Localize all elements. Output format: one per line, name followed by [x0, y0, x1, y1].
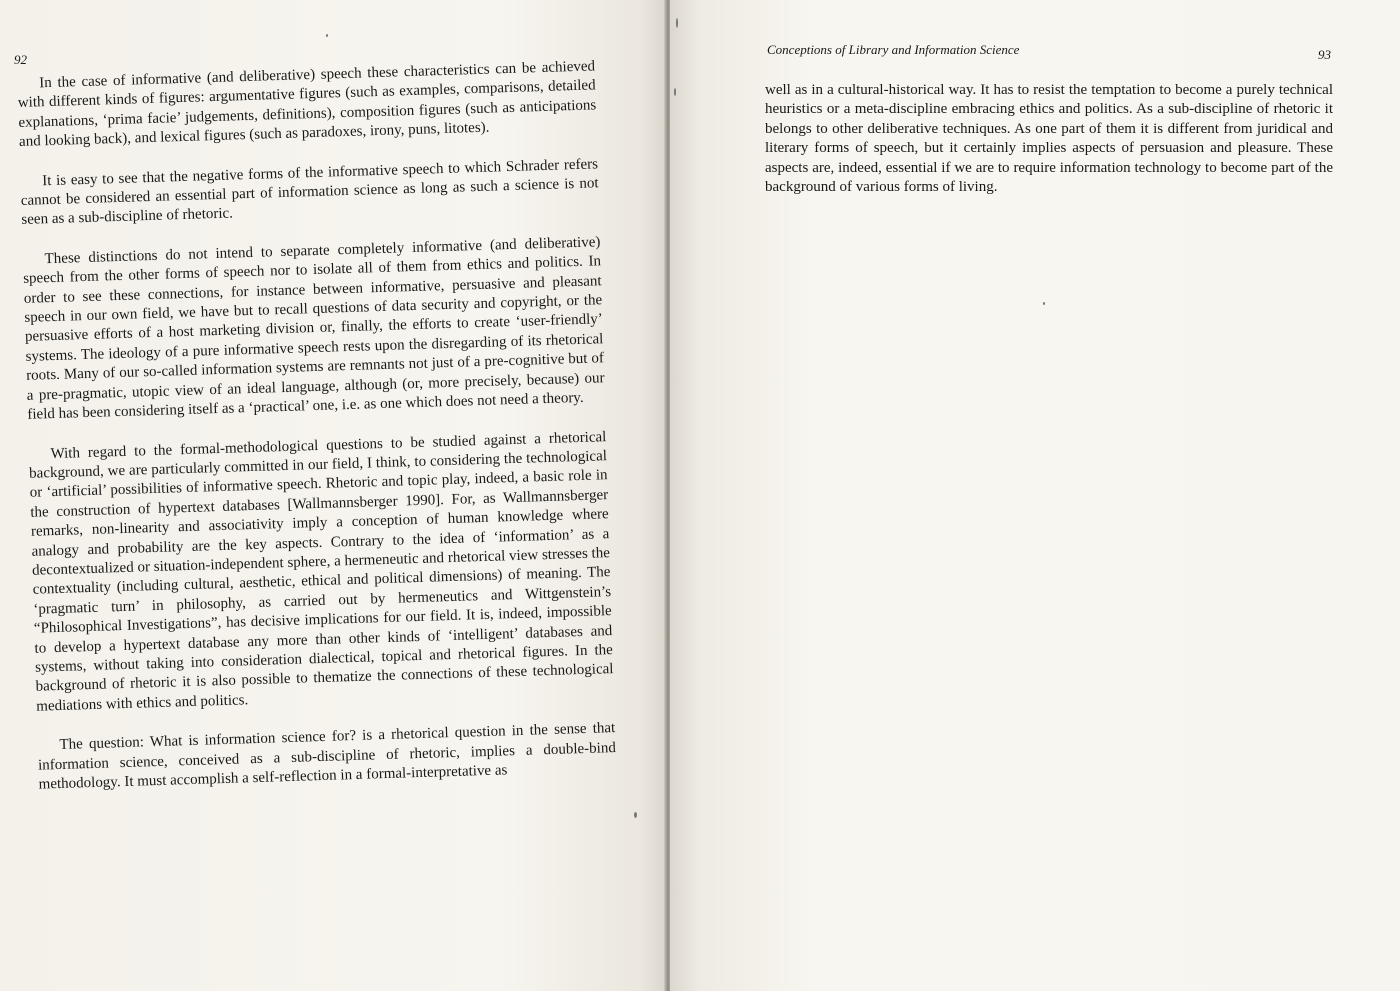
left-page — [0, 0, 668, 991]
left-paragraph-2: It is easy to see that the negative forms of the informative speech to which Schrader refers cannot be considered an essential part of information science as long as such a science is not seen as a sub-discipline of rhetoric. — [20, 155, 599, 229]
running-head: Conceptions of Library and Information Science — [767, 42, 1020, 57]
page-number-right: 93 — [1318, 47, 1331, 62]
left-paragraph-1: In the case of informative (and deliberative) speech these characteristics can be achieved with different kinds of figures: argumentative figures (such as examples, comparisons, detailed explanations, ‘prima facie’ judgements, definitions), composition figures (such as anticipations and looking back), and lexical figures (such as paradoxes, irony, puns, litotes). — [17, 58, 597, 151]
left-paragraph-5: The question: What is information science for? is a rhetorical question in the sense that information science, conceived as a sub-discipline of rhetoric, implies a double-bind methodology. It must accomplish a self-reflection in a formal-interpretative as — [37, 720, 617, 793]
paper-speck — [676, 18, 678, 28]
right-page-body — [765, 81, 1333, 197]
paper-speck — [634, 812, 637, 818]
page-number-left: 92 — [14, 52, 27, 67]
paper-speck — [326, 34, 328, 37]
paper-speck — [674, 88, 676, 96]
left-paragraph-4: With regard to the formal-methodological questions to be studied against a rhetorical background, we are particularly committed in our field, I think, to considering the technological or ‘artificial’ possibilities of informative speech. Rhetoric and topic play, indeed, a basic role in the construction of hypertext databases [Wallmannsberger 1990]. For, as Wallmannsberger remarks, non-linearity and associativity imply a conception of human knowledge where analogy and probability are the key aspects. Contrary to the idea of ‘information’ as a decontextualized or situation-independent sphere, a hermeneutic and rhetorical view stresses the contextuality (including cultural, aesthetic, ethical and political dimensions) of meaning. The ‘pragmatic turn’ in philosophy, as carried out by hermeneutics and Wittgenstein’s “Philosophical Investigations”, has decisive implications for our field. It is, indeed, impossible to develop a hypertext database any more than other kinds of ‘intelligent’ databases and systems, without taking into consideration dialectical, topical and rhetorical figures. In the background of rhetoric it is also possible to thematize the connections of these technological mediations with ethics and politics. — [28, 428, 614, 715]
left-paragraph-3: These distinctions do not intend to separate completely informative (and deliberative) speech from the other forms of speech nor to isolate all of them from ethics and politics. In order to see these connections, for instance between informative, persuasive and pleasant speech in our own field, we have but to recall questions of data security and copyright, or the persuasive efforts of a host marketing division or, finally, the efforts to create ‘user-friendly’ systems. The ideology of a pure informative speech rests upon the disregarding of its rhetorical roots. Many of our so-called information systems are remnants not just of a pre-cognitive but of a pre-pragmatic, utopic view of an ideal language, although (or, more precisely, because) our field has been considering itself as a ‘practical’ one, i.e. as one which does not need a theory. — [22, 234, 605, 423]
left-page-body — [17, 57, 617, 815]
right-paragraph-1: well as in a cultural-historical way. It has to resist the temptation to become a purely technical heuristics or a meta-discipline embracing ethics and politics. As a sub-discipline of rhetoric it belongs to other deliberative techniques. As one part of them it is different from juridical and literary forms of speech, but it certainly implies aspects of persuasion and pleasure. These aspects are, indeed, essential if we are to require information technology to become part of the background of various forms of living. — [765, 82, 1333, 196]
paper-speck — [1043, 302, 1045, 305]
